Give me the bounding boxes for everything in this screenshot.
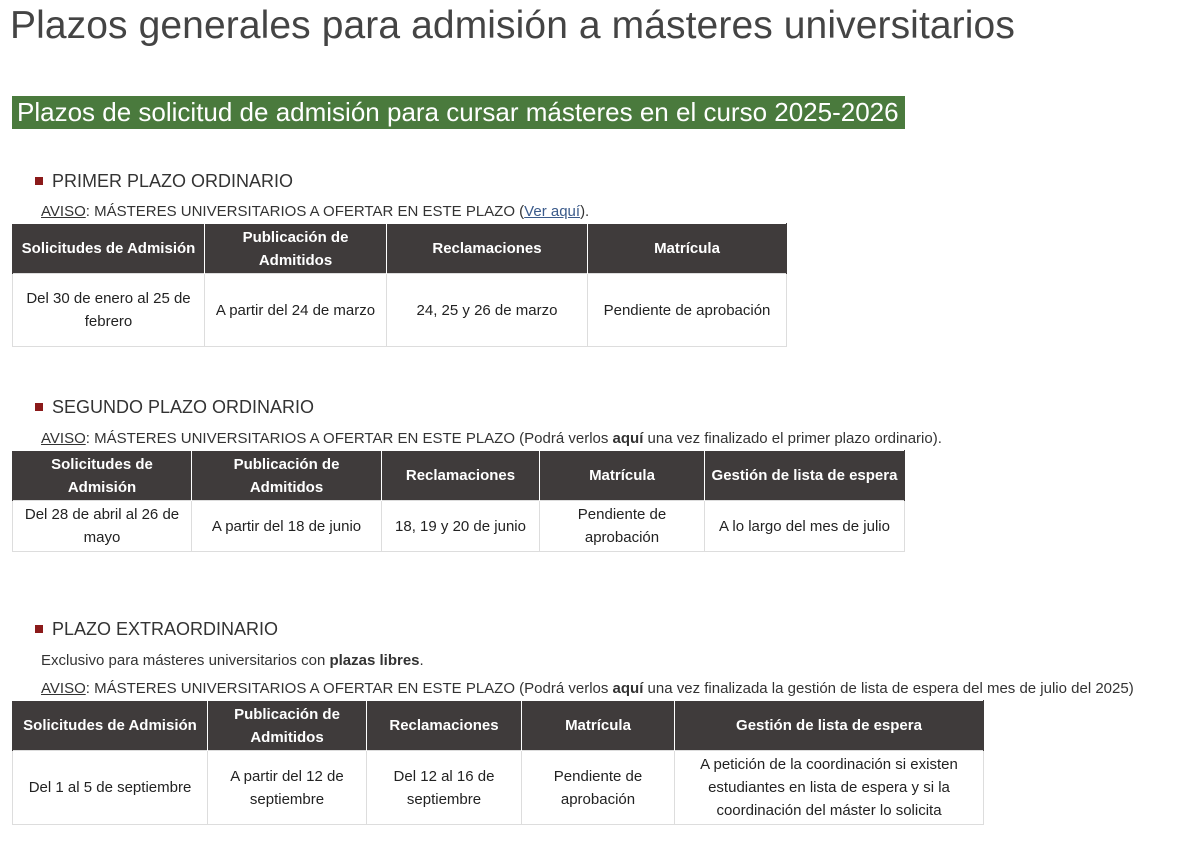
table-cell: A partir del 24 de marzo (205, 274, 387, 347)
aviso-label: AVISO (41, 680, 86, 697)
table-header-row (13, 224, 787, 274)
table-cell: 24, 25 y 26 de marzo (387, 274, 588, 347)
table-row (13, 274, 787, 347)
table-cell: Del 1 al 5 de septiembre (13, 751, 208, 825)
notice-after: ). (580, 203, 590, 220)
notice-text: : MÁSTERES UNIVERSITARIOS A OFERTAR EN ESTE PLAZO (Podrá verlos (85, 680, 613, 697)
schedule-table (12, 223, 787, 347)
table-cell: Del 30 de enero al 25 de febrero (13, 274, 205, 347)
column-header: Matrícula (588, 224, 787, 274)
column-header: Publicación de Admitidos (208, 701, 367, 751)
intro-after: . (419, 652, 424, 669)
schedule-table (12, 700, 984, 825)
aqui-bold: aquí (612, 680, 644, 697)
square-bullet-icon (35, 403, 43, 411)
table-row (13, 501, 905, 552)
table-header-row (13, 701, 984, 751)
page-title: Plazos generales para admisión a másteres universitarios (10, 4, 1015, 47)
intro-line (41, 651, 1134, 670)
notice-text: : MÁSTERES UNIVERSITARIOS A OFERTAR EN ESTE PLAZO ( (85, 203, 525, 220)
section-heading-text: SEGUNDO PLAZO ORDINARIO (52, 397, 315, 417)
ver-aqui-link[interactable]: Ver aquí (524, 203, 581, 220)
column-header: Publicación de Admitidos (205, 224, 387, 274)
square-bullet-icon (35, 625, 43, 633)
plazas-libres-bold: plazas libres (329, 652, 420, 669)
section-heading (52, 170, 787, 192)
table-cell: A partir del 18 de junio (192, 501, 382, 552)
notice-after: una vez finalizada la gestión de lista de espera del mes de julio del 2025) (643, 680, 1134, 697)
section-banner: Plazos de solicitud de admisión para cursar másteres en el curso 2025-2026 (12, 96, 905, 129)
notice-after: una vez finalizado el primer plazo ordinario). (643, 430, 942, 447)
column-header: Solicitudes de Admisión (13, 224, 205, 274)
section-primer-plazo (12, 170, 787, 347)
section-heading-text: PRIMER PLAZO ORDINARIO (52, 171, 294, 191)
section-heading-text: PLAZO EXTRAORDINARIO (52, 619, 279, 639)
table-cell: A petición de la coordinación si existen estudiantes en lista de espera y si la coordinación del máster lo solicita (675, 751, 984, 825)
section-plazo-extraordinario (12, 618, 1134, 825)
column-header: Matrícula (540, 451, 705, 501)
table-header-row (13, 451, 905, 501)
table-cell: Del 28 de abril al 26 de mayo (13, 501, 192, 552)
table-cell: A lo largo del mes de julio (705, 501, 905, 552)
notice-line (41, 202, 787, 221)
column-header: Matrícula (522, 701, 675, 751)
square-bullet-icon (35, 177, 43, 185)
notice-text: : MÁSTERES UNIVERSITARIOS A OFERTAR EN ESTE PLAZO (Podrá verlos (85, 430, 613, 447)
table-row (13, 751, 984, 825)
schedule-table (12, 450, 905, 552)
column-header: Publicación de Admitidos (192, 451, 382, 501)
column-header: Gestión de lista de espera (705, 451, 905, 501)
aviso-label: AVISO (41, 430, 86, 447)
section-heading (52, 396, 942, 418)
table-cell: Pendiente de aprobación (588, 274, 787, 347)
notice-line (41, 429, 942, 448)
column-header: Solicitudes de Admisión (13, 451, 192, 501)
table-cell: Pendiente de aprobación (540, 501, 705, 552)
notice-line (41, 679, 1134, 698)
table-cell: 18, 19 y 20 de junio (382, 501, 540, 552)
column-header: Reclamaciones (367, 701, 522, 751)
aviso-label: AVISO (41, 203, 86, 220)
intro-text: Exclusivo para másteres universitarios con (41, 652, 330, 669)
column-header: Gestión de lista de espera (675, 701, 984, 751)
column-header: Reclamaciones (382, 451, 540, 501)
section-segundo-plazo (12, 396, 942, 552)
table-cell: Pendiente de aprobación (522, 751, 675, 825)
section-heading (52, 618, 1134, 640)
table-cell: A partir del 12 de septiembre (208, 751, 367, 825)
column-header: Reclamaciones (387, 224, 588, 274)
aqui-bold: aquí (612, 430, 644, 447)
table-cell: Del 12 al 16 de septiembre (367, 751, 522, 825)
column-header: Solicitudes de Admisión (13, 701, 208, 751)
